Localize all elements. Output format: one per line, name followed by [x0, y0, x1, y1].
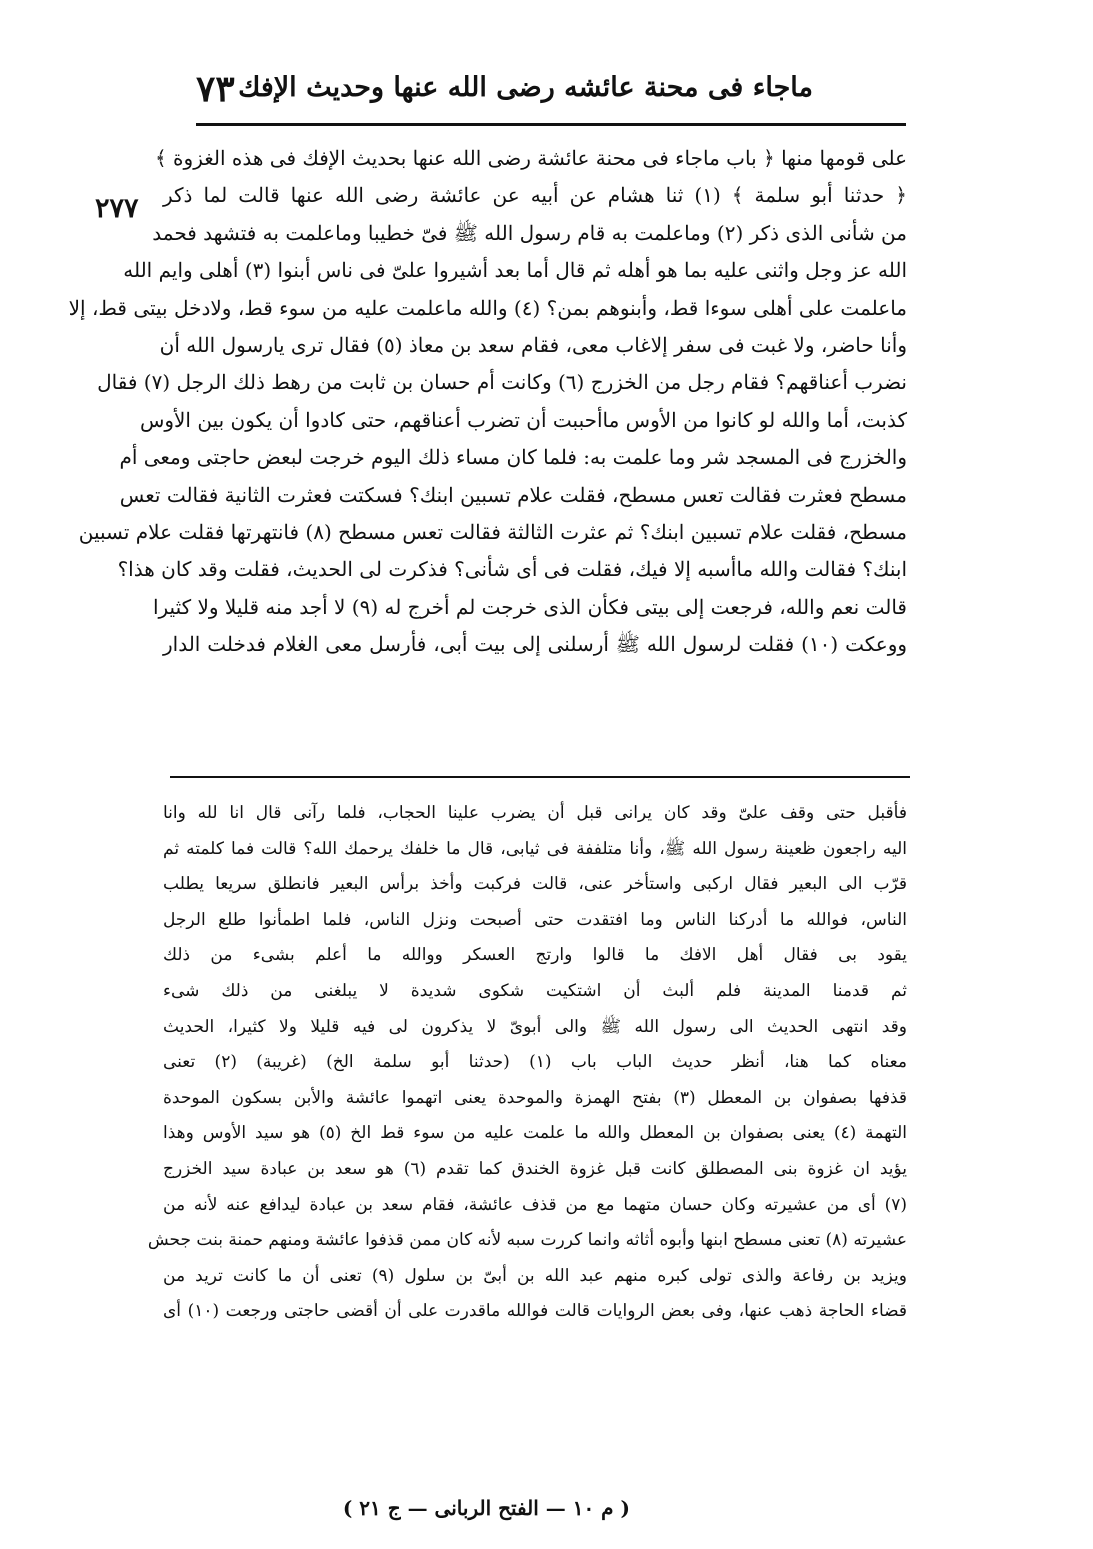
footnote-line: عشيرته (٨) تعنى مسطح ابنها وأبوه أثاثه وانما كررت سبه لأنه كان ممن قذفوا عائشة ومنهم حمنة بنت جحش — [147, 1230, 907, 1251]
header-rule — [196, 123, 906, 126]
running-title: ماجاء فى محنة عائشه رضى الله عنها وحديث الإفك — [238, 72, 813, 103]
footnotes-block — [147, 796, 908, 1330]
footnote-line: قضاء الحاجة ذهب عنها، وفى بعض الروايات قالت فوالله ماقدرت على أن أقضى حاجتى ورجعت (١٠) أى — [163, 1301, 907, 1322]
footnote-line: (٧) أى من عشيرته وكان حسان متهما مع من قذف عائشة، فقام سعد بن عبادة ليدافع عنه لأنه من — [163, 1194, 907, 1215]
main-text-line: على قومها منها ﴿ باب ماجاء فى محنة عائشة رضى الله عنها بحديث الإفك فى هذه الغزوة ﴾ — [154, 146, 907, 170]
footnote-line: التهمة (٤) يعنى بصفوان بن المعطل والله ما علمت عليه من سوء قط الخ (٥) هو سيد الأوس وهذا — [163, 1123, 907, 1144]
main-text-line: والخزرج فى المسجد شر وما علمت به: فلما كان مساء ذلك اليوم خرجت لبعض حاجتى ومعى أم — [119, 445, 907, 470]
main-text-line: الله عز وجل واثنى عليه بما هو أهله ثم قال أما بعد أشيروا علىّ فى ناس أبنوا (٣) أهلى وايم الله — [123, 258, 907, 283]
main-text-line: ابنك؟ فقالت والله ماأسبه إلا فيك، فقلت فى أى شأنى؟ فذكرت لى الحديث، فقلت وقد كان هذا؟ — [117, 557, 907, 582]
hadith-margin-number: ٢٧٧ — [95, 193, 139, 224]
footnote-line: ويزيد بن رفاعة والذى تولى كبره منهم عبد الله بن أبىّ بن سلول (٩) تعنى أن ما كانت تريد من — [163, 1265, 907, 1286]
main-text-line: نضرب أعناقهم؟ فقام رجل من الخزرج (٦) وكانت أم حسان بن ثابت من رهط ذلك الرجل (٧) فقال — [97, 370, 907, 395]
main-text-line: مسطح فعثرت فقالت تعس مسطح، فقلت علام تسبين ابنك؟ فسكتت فعثرت الثانية فقالت تعس — [119, 482, 907, 507]
main-text-line: قالت نعم والله، فرجعت إلى بيتى فكأن الذى خرجت لم أخرج له (٩) لا أجد منه قليلا ولا كثيرا — [152, 594, 907, 619]
main-text-line: ماعلمت على أهلى سوءا قط، وأبنوهم بمن؟ (٤) والله ماعلمت عليه من سوء قط، ولادخل بيتى قط، إلا — [68, 295, 907, 320]
footnote-line: قرّب الى البعير فقال اركبى واستأخر عنى، قالت فركبت وأخذ برأس البعير فانطلق سريعا يطلب — [163, 874, 907, 895]
printer-signature-mark: ( م ١٠ — الفتح الربانى — ج ٢١ ) — [342, 1496, 630, 1520]
main-text-line: كذبت، أما والله لو كانوا من الأوس ماأحببت أن تضرب أعناقهم، حتى كادوا أن يكون بين الأوس — [139, 407, 907, 432]
main-text-line: مسطح، فقلت علام تسبين ابنك؟ ثم عثرت الثالثة فقالت تعس مسطح (٨) فانتهرتها فقلت علام تسبين — [78, 519, 907, 544]
main-text-line: ووعكت (١٠) فقلت لرسول الله ﷺ أرسلنى إلى بيت أبى، فأرسل معى الغلام فدخلت الدار — [163, 632, 908, 657]
footnote-line: قذفها بصفوان بن المعطل (٣) بفتح الهمزة والموحدة يعنى اتهموا عائشة والأبن بسكون الموحدة — [163, 1087, 907, 1108]
main-text-line: من شأنى الذى ذكر (٢) وماعلمت به قام رسول الله ﷺ فىّ خطيبا وماعلمت به فتشهد فحمد — [152, 220, 907, 245]
footnote-line: يقود بى فقال أهل الافك ما قالوا وارتج العسكر ووالله ما أعلم بشىء من ذلك — [163, 945, 907, 966]
main-text-line: وأنا حاضر، ولا غبت فى سفر إلاغاب معى، فقام سعد بن معاذ (٥) فقال ترى يارسول الله أن — [159, 332, 907, 357]
footnote-line: معناه كما هنا، أنظر حديث الباب باب (١) (حدثنا أبو سلمة الخ) (غريبة) (٢) تعنى — [163, 1052, 907, 1073]
footnote-line: فأقبل حتى وقف علىّ وقد كان يرانى قبل أن يضرب علينا الحجاب، فلما رآنى قال انا لله وانا — [163, 803, 907, 823]
footnote-line: ثم قدمنا المدينة فلم ألبث أن اشتكيت شكوى شديدة لا يبلغنى من ذلك شىء — [163, 980, 907, 1001]
footnote-line: الناس، فوالله ما أدركنا الناس وما افتقدت حتى أصبحت ونزل الناس، فلما اطمأنوا طلع الرجل — [163, 909, 907, 930]
footnote-separator-rule — [170, 776, 910, 778]
main-text-line: ﴿ حدثنا أبو سلمة ﴾ (١) ثنا هشام عن أبيه عن عائشة رضى الله عنها قالت لما ذكر — [163, 183, 907, 208]
page-number: ٧٣ — [196, 68, 235, 110]
footnote-line: وقد انتهى الحديث الى رسول الله ﷺ والى أبوىّ لا يذكرون لى فيه قليلا ولا كثيرا، الحديث — [163, 1016, 907, 1037]
footnote-line: يؤيد ان غزوة بنى المصطلق كانت قبل غزوة الخندق كما تقدم (٦) هو سعد بن عبادة سيد الخزرج — [163, 1158, 908, 1179]
footnote-line: اليه راجعون ظعينة رسول الله ﷺ، وأنا متلففة فى ثيابى، قال ما خلفك يرحمك الله؟ قالت فما كلمته ثم — [163, 838, 907, 859]
